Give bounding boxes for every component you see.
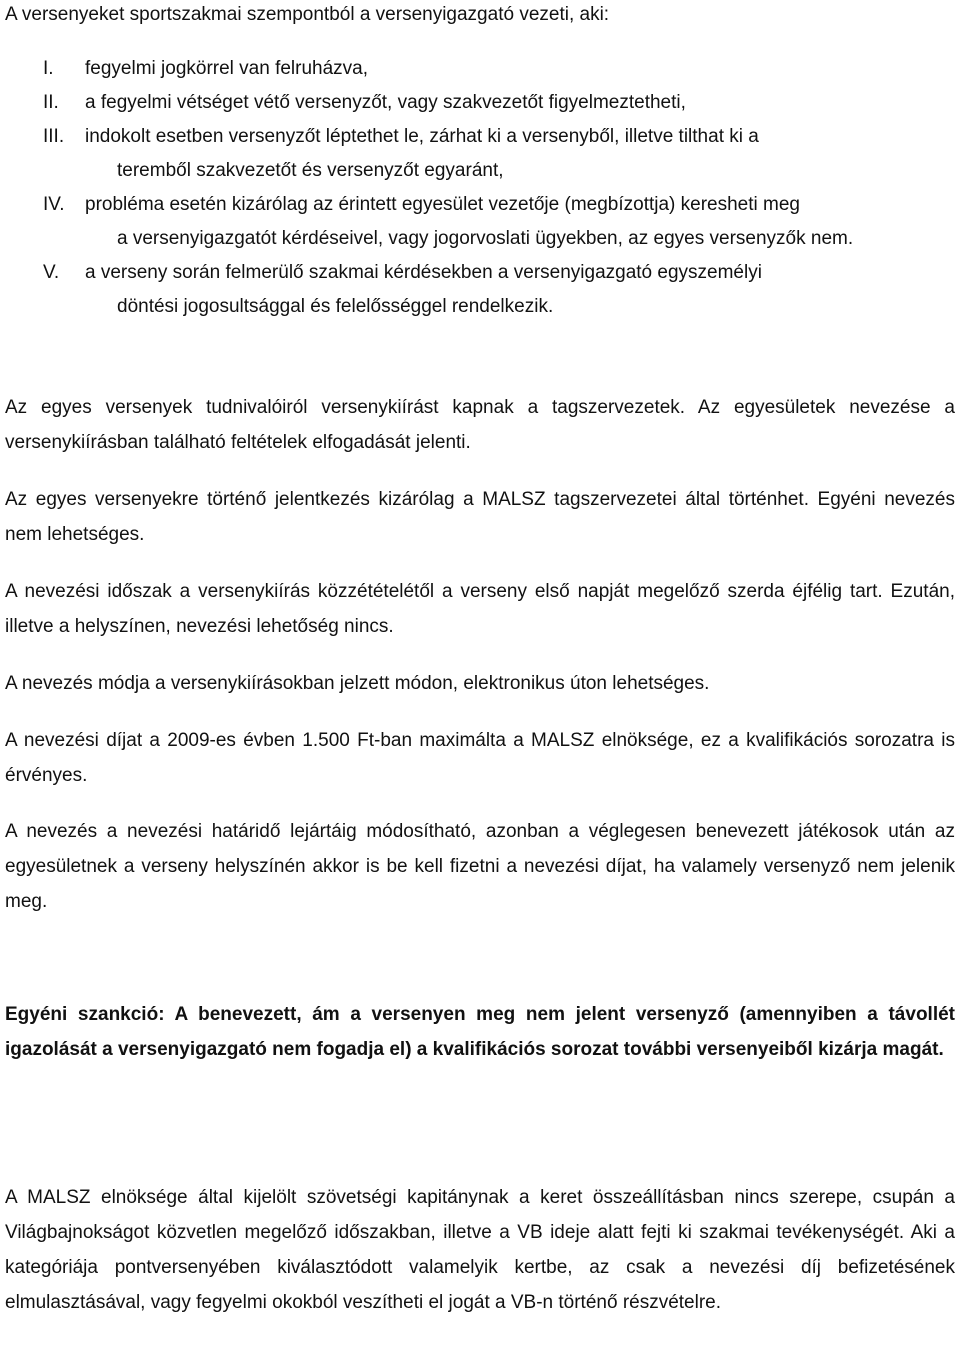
- paragraph-captain: A MALSZ elnöksége által kijelölt szövetségi kapitánynak a keret összeállításban nincs szerepe, csupán a Világbajnokságot közvetlen megelőző időszakban, illetve a VB ideje alatt fejti ki szakmai tevékenységét. Aki a kategóriája pontversenyében kiválasztódott valamelyik kertbe, az csak a nevezési díj befizetésének elmulasztásával, vagy fegyelmi okokból veszítheti el jogát a VB-n történő részvételre.: [5, 1187, 955, 1313]
- paragraph-entry-method: A nevezés módja a versenykiírásokban jelzett módon, elektronikus úton lehetséges.: [5, 673, 710, 694]
- duties-list: [5, 52, 955, 324]
- paragraph-registration: Az egyes versenyekre történő jelentkezés kizárólag a MALSZ tagszervezetei által történhet. Egyéni nevezés nem lehetséges.: [5, 489, 955, 545]
- list-item-first-line: probléma esetén kizárólag az érintett egyesület vezetője (megbízottja) keresheti meg: [85, 194, 800, 215]
- list-item-text: [85, 120, 955, 188]
- list-item-text: [85, 256, 955, 324]
- list-item-number: II.: [43, 92, 59, 113]
- list-item-text: a fegyelmi vétséget vétő versenyzőt, vagy szakvezetőt figyelmeztetheti,: [85, 92, 686, 113]
- list-item: [5, 256, 955, 324]
- list-item-text: fegyelmi jogkörrel van felruházva,: [85, 58, 369, 79]
- list-item-first-line: indokolt esetben versenyzőt léptethet le, zárhat ki a versenyből, illetve tilthat ki a: [85, 126, 759, 147]
- list-item-continuation: teremből szakvezetőt és versenyzőt egyaránt,: [117, 160, 504, 181]
- paragraph-entry-modification: A nevezés a nevezési határidő lejártáig módosítható, azonban a véglegesen benevezett játékosok után az egyesületnek a verseny helyszínén akkor is be kell fizetni a nevezési díjat, ha valamely versenyző nem jelenik meg.: [5, 821, 955, 912]
- intro-text: A versenyeket sportszakmai szempontból a versenyigazgató vezeti, aki:: [5, 4, 610, 25]
- list-item-first-line: a verseny során felmerülő szakmai kérdésekben a versenyigazgató egyszemélyi: [85, 262, 762, 283]
- list-item: [5, 120, 955, 188]
- paragraph-entry-period: A nevezési időszak a versenykiírás közzétételétől a verseny első napját megelőző szerda éjfélig tart. Ezután, illetve a helyszínen, nevezési lehetőség nincs.: [5, 581, 955, 637]
- list-item-continuation: a versenyigazgatót kérdéseivel, vagy jogorvoslati ügyekben, az egyes versenyzők nem.: [117, 228, 854, 249]
- list-item-continuation: döntési jogosultsággal és felelősséggel rendelkezik.: [117, 296, 554, 317]
- list-item: [5, 188, 955, 256]
- paragraph-entry-fee: A nevezési díjat a 2009-es évben 1.500 Ft-ban maximálta a MALSZ elnöksége, ez a kvalifikációs sorozatra is érvényes.: [5, 730, 955, 786]
- list-item-number: V.: [43, 262, 60, 283]
- list-item: [5, 86, 955, 120]
- list-item-text: [85, 188, 955, 256]
- list-item-number: I.: [43, 58, 54, 79]
- paragraph-announcements: Az egyes versenyek tudnivalóiról versenykiírást kapnak a tagszervezetek. Az egyesületek nevezése a versenykiírásban található feltételek elfogadását jelenti.: [5, 397, 955, 453]
- list-item: [5, 52, 955, 86]
- paragraph-sanction: Egyéni szankció: A benevezett, ám a versenyen meg nem jelent versenyző (amennyiben a távollét igazolását a versenyigazgató nem fogadja el) a kvalifikációs sorozat további versenyeiből kizárja magát.: [5, 1004, 955, 1060]
- list-item-number: IV.: [43, 194, 65, 215]
- list-item-number: III.: [43, 126, 65, 147]
